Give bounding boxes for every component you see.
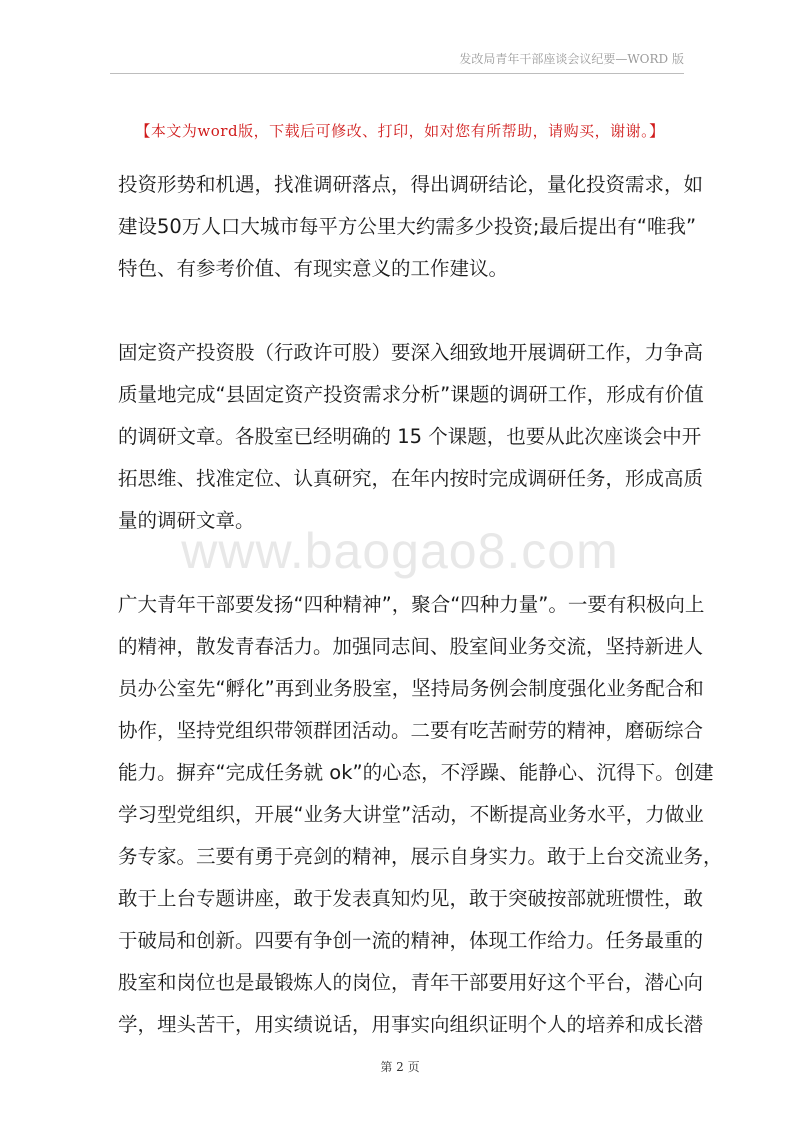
purchase-notice: 【本文为word版，下载后可修改、打印，如对您有所帮助，请购买，谢谢。】 [135, 122, 665, 140]
body-text [118, 164, 723, 1088]
text-line: 的调研文章。各股室已经明确的 15 个课题，也要从此次座谈会中开 [118, 425, 702, 448]
paragraph [118, 332, 704, 542]
text-line: 学习型党组织，开展“业务大讲堂”活动，不断提高业务水平，力做业 [118, 803, 704, 826]
running-header [110, 50, 684, 74]
text-line: 量的调研文章。 [118, 509, 255, 532]
text-line: 拓思维、找准定位、认真研究，在年内按时完成调研任务，形成高质 [118, 467, 704, 490]
text-line: 广大青年干部要发扬“四种精神”，聚合“四种力量”。一要有积极向上 [118, 593, 705, 616]
text-line: 股室和岗位也是最锻炼人的岗位，青年干部要用好这个平台，潜心向 [118, 971, 704, 994]
text-line: 特色、有参考价值、有现实意义的工作建议。 [118, 257, 509, 280]
watermark: www.baogao8.com [181, 523, 619, 579]
text-line: 的精神，散发青春活力。加强同志间、股室间业务交流，坚持新进人 [118, 635, 704, 658]
text-line: 投资形势和机遇，找准调研落点，得出调研结论，量化投资需求，如 [118, 173, 704, 196]
text-line: 员办公室先“孵化”再到业务股室，坚持局务例会制度强化业务配合和 [118, 677, 704, 700]
text-line: 敢于上台专题讲座，敢于发表真知灼见，敢于突破按部就班惯性，敢 [118, 887, 704, 910]
text-line: 能力。摒弃“完成任务就 ok”的心态，不浮躁、能静心、沉得下。创建 [118, 761, 714, 784]
paragraph [118, 164, 704, 290]
page-footer [0, 1058, 800, 1075]
text-line: 务专家。三要有勇于亮剑的精神，展示自身实力。敢于上台交流业务， [118, 845, 723, 868]
text-line: 质量地完成“县固定资产投资需求分析”课题的调研工作，形成有价值 [118, 383, 704, 406]
text-line: 固定资产投资股（行政许可股）要深入细致地开展调研工作，力争高 [118, 341, 704, 364]
document-title: 发改局青年干部座谈会议纪要—WORD 版 [459, 52, 684, 66]
text-line: 于破局和创新。四要有争创一流的精神，体现工作给力。任务最重的 [118, 929, 704, 952]
page-number: 第 2 页 [380, 1060, 420, 1074]
text-line: 协作，坚持党组织带领群团活动。二要有吃苦耐劳的精神，磨砺综合 [118, 719, 704, 742]
paragraph [118, 584, 723, 1046]
text-line: 建设50万人口大城市每平方公里大约需多少投资;最后提出有“唯我” [118, 215, 697, 238]
text-line: 学，埋头苦干，用实绩说话，用事实向组织证明个人的培养和成长潜 [118, 1013, 704, 1036]
